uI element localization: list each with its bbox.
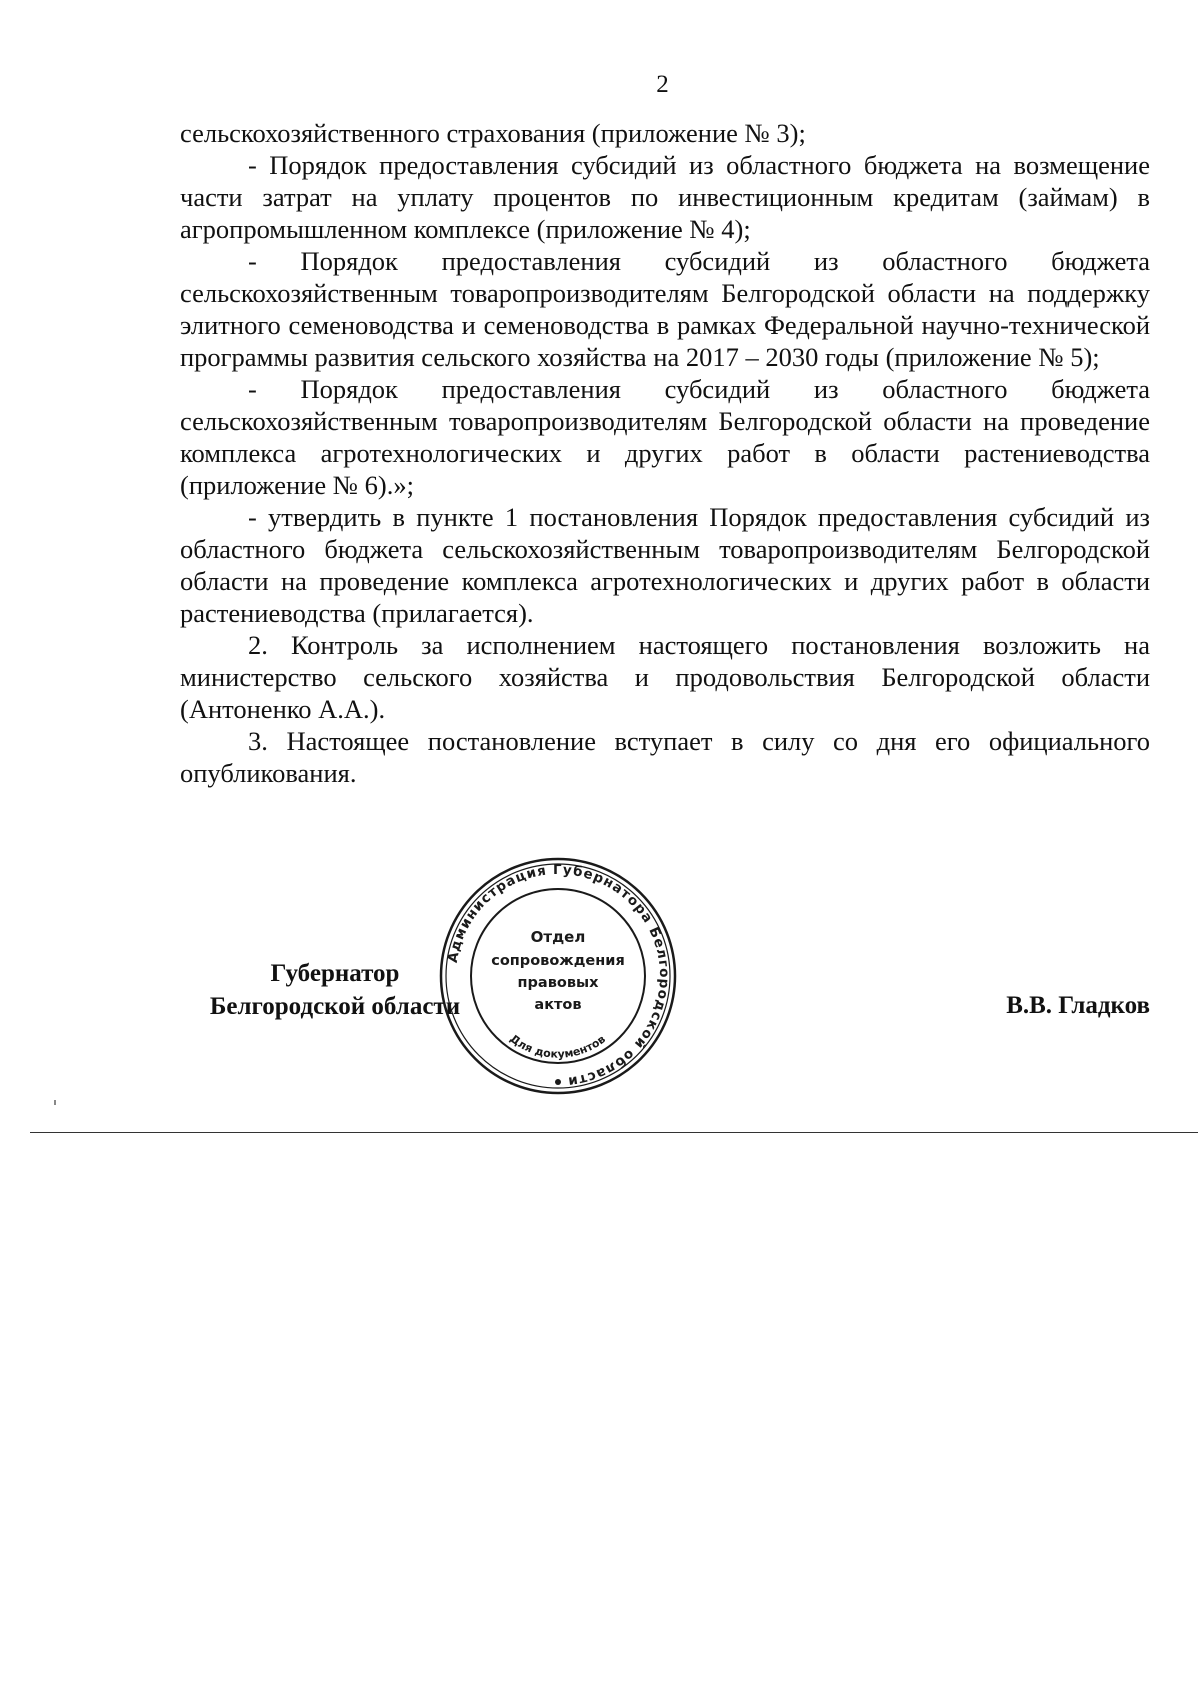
- stamp-bottom-dot: [555, 1079, 561, 1085]
- body-paragraph: сельскохозяйственного страхования (приложение № 3);: [180, 118, 806, 148]
- body-paragraph: 3. Настоящее постановление вступает в силу со дня его официального опубликования.: [180, 726, 1150, 788]
- signature-name: В.В. Гладков: [1006, 992, 1150, 1019]
- stamp-center-line1: Отдел: [530, 928, 586, 946]
- body-paragraph: 2. Контроль за исполнением настоящего постановления возложить на министерство сельского хозяйства и продовольствия Белгородской области (Антоненко А.А.).: [180, 630, 1150, 724]
- signature-title-line1: Губернатор: [270, 960, 400, 987]
- official-stamp: [438, 856, 678, 1096]
- stamp-seal-graphic: [438, 856, 678, 1096]
- stamp-center-line3: правовых: [517, 975, 599, 991]
- scan-speck: [54, 1100, 56, 1105]
- document-body: [180, 117, 1150, 789]
- stamp-inner-text: Для документов: [507, 1031, 608, 1061]
- page-divider-rule: [30, 1132, 1198, 1133]
- body-paragraph: - Порядок предоставления субсидий из областного бюджета сельскохозяйственным товаропроизводителям Белгородской области на поддержку элитного семеноводства и семеноводства в рамках Федеральной научно-технической программы развития сельского хозяйства на 2017 – 2030 годы (приложение № 5);: [180, 246, 1150, 372]
- body-paragraph: - Порядок предоставления субсидий из областного бюджета сельскохозяйственным товаропроизводителям Белгородской области на проведение комплекса агротехнологических и других работ в области растениеводства (приложение № 6).»;: [180, 374, 1150, 500]
- body-paragraph: - утвердить в пункте 1 постановления Порядок предоставления субсидий из областного бюджета сельскохозяйственным товаропроизводителям Белгородской области на проведение комплекса агротехнологических и других работ в области растениеводства (прилагается).: [180, 502, 1150, 628]
- signature-title: [200, 957, 470, 1023]
- body-paragraph: - Порядок предоставления субсидий из областного бюджета на возмещение части затрат на уплату процентов по инвестиционным кредитам (займам) в агропромышленном комплексе (приложение № 4);: [180, 150, 1150, 244]
- signature-title-line2: Белгородской области: [209, 993, 461, 1020]
- stamp-center-line4: актов: [534, 997, 582, 1013]
- stamp-outer-text: Администрация Губернатора Белгородской области: [444, 861, 673, 1090]
- stamp-center-line2: сопровождения: [491, 953, 625, 969]
- page-number: 2: [656, 71, 669, 98]
